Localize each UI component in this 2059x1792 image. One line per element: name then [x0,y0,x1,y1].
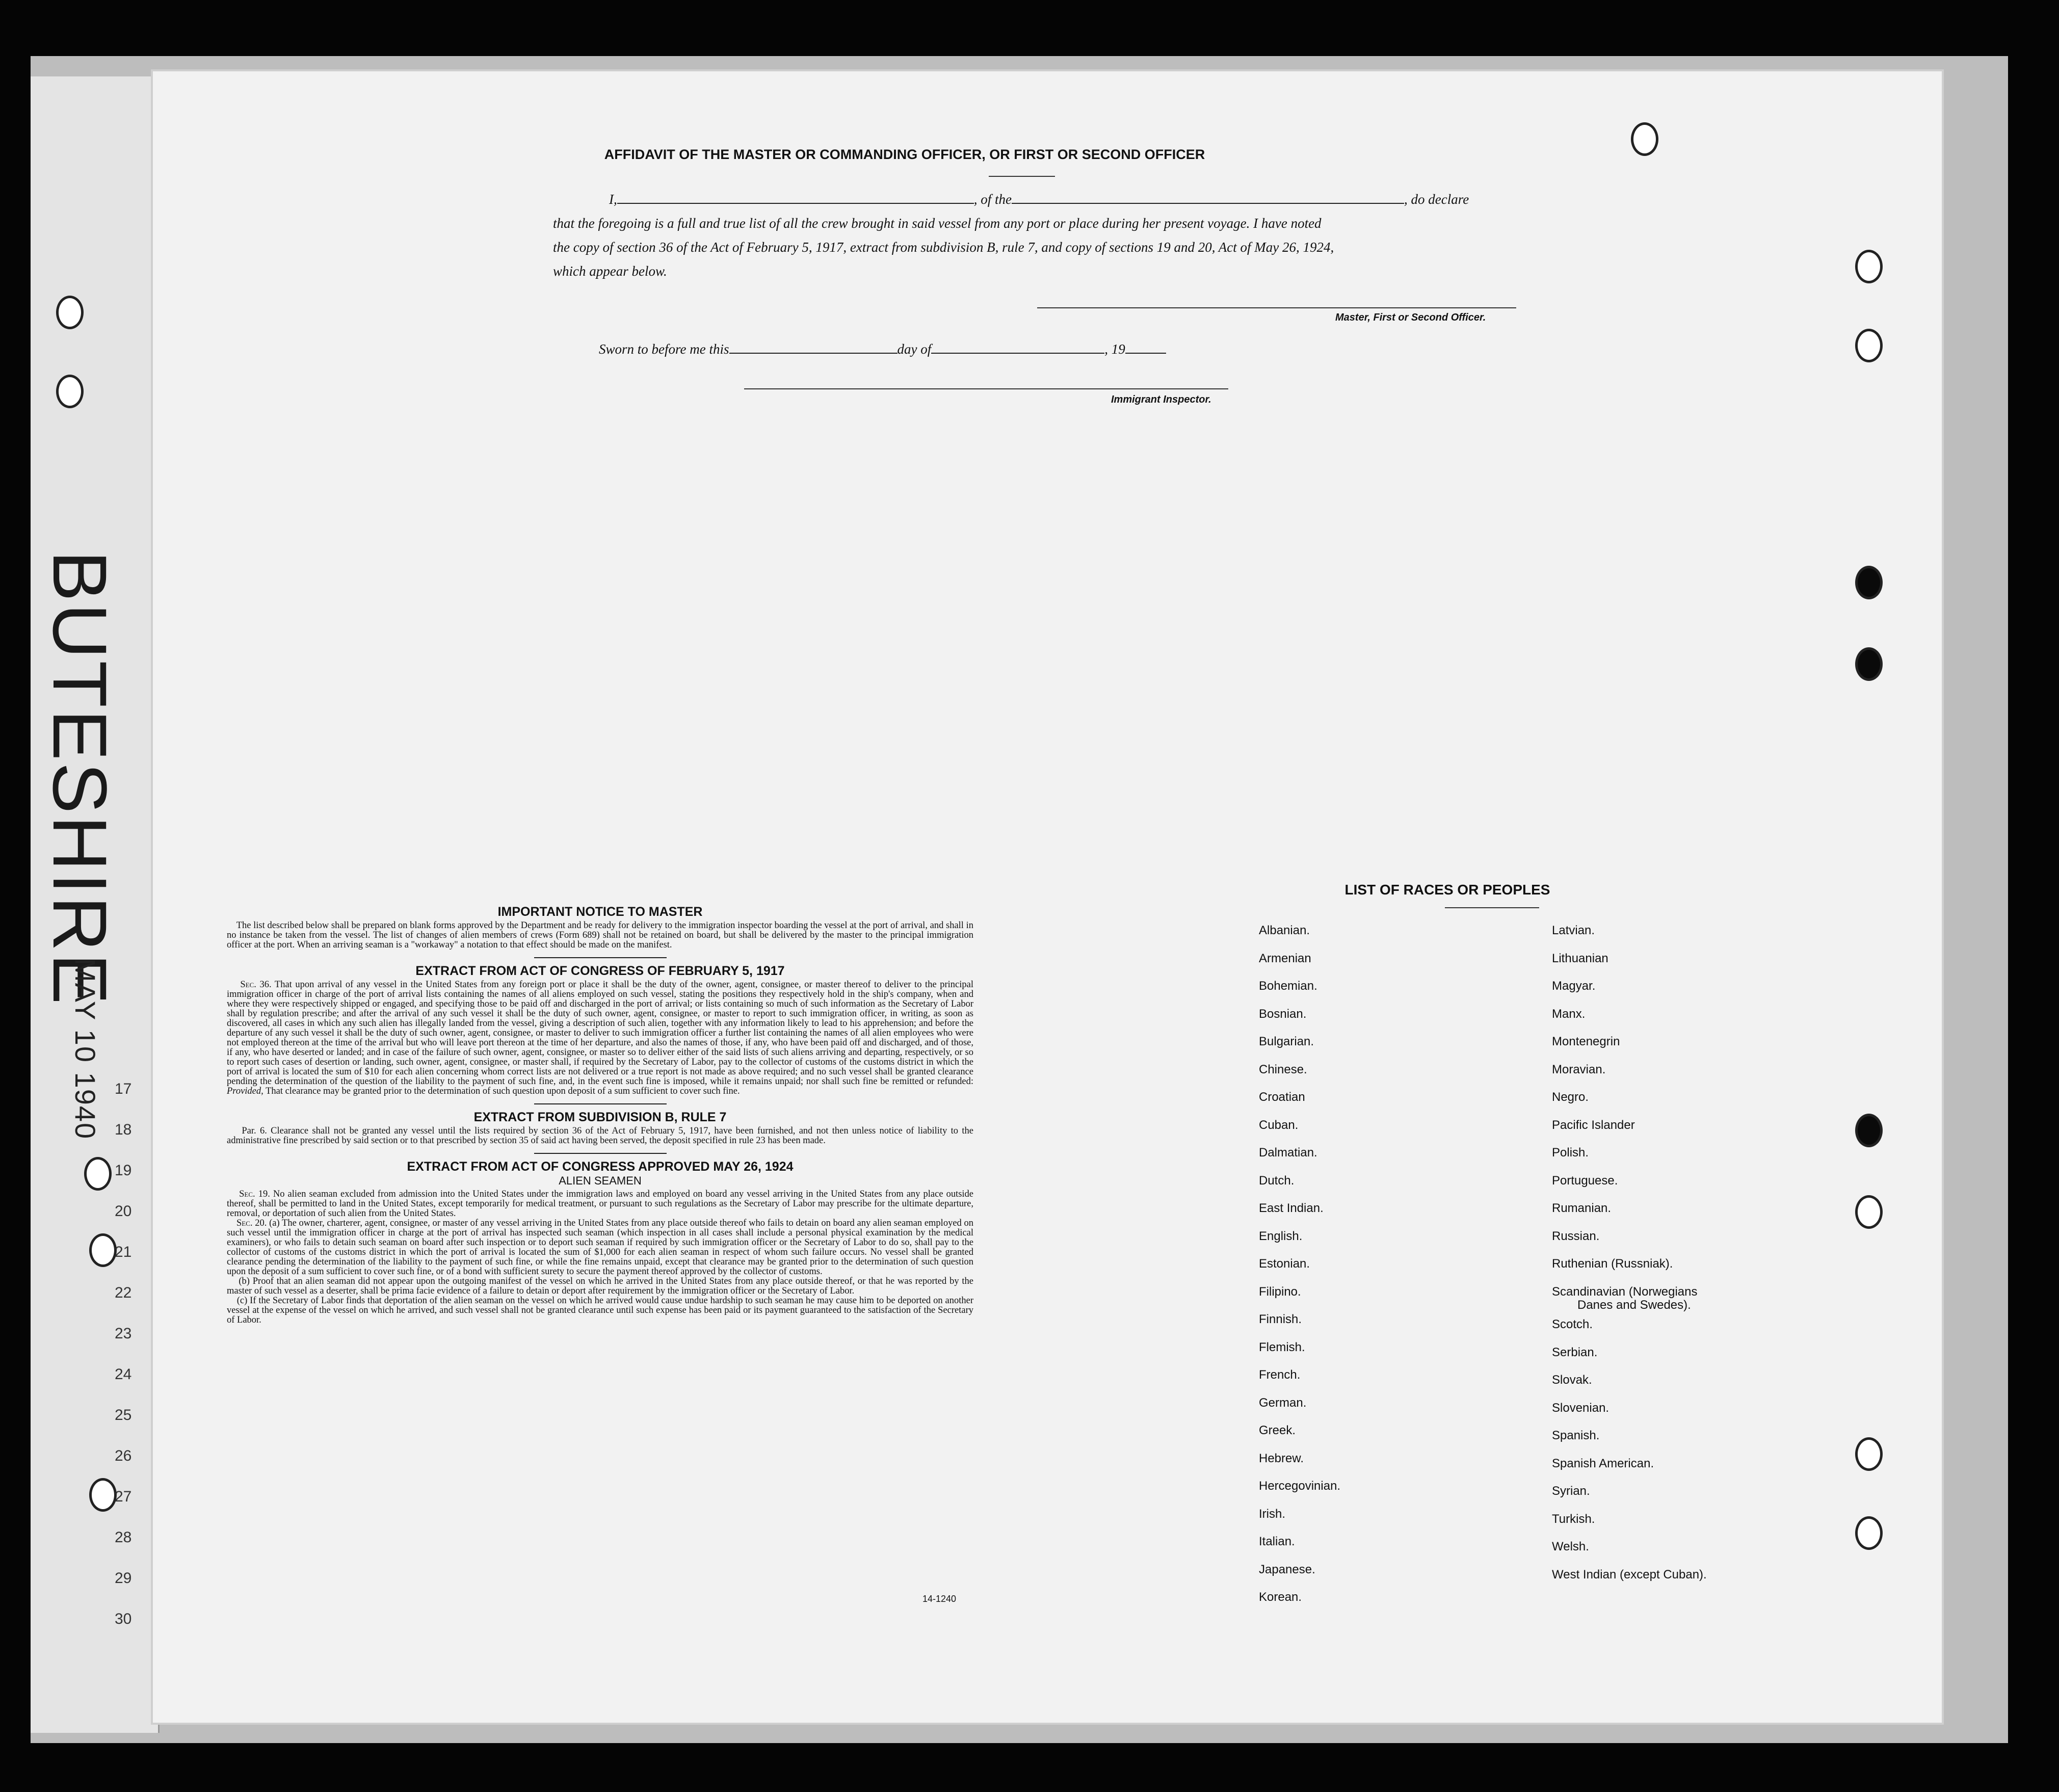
line-number: 17 [115,1081,132,1097]
race-item: Scotch. [1552,1317,1593,1331]
races-title-rule [1445,907,1539,908]
notice-body [227,921,973,950]
sec20c-text: (c) If the Secretary of Labor finds that deportation of the alien seaman on the vessel on which he arrived would cause undue hardship to such seaman he may cause him to be deported on another vessel at the expense of the vessel on which he arrived, and such vessel shall not be granted clearance until such expense has been paid or its payment guaranteed to the satisfaction of the Secretary of Labor. [227,1296,973,1325]
vessel-blank[interactable] [1012,192,1404,204]
do-declare-label: , do declare [1404,192,1469,207]
vessel-name-stamp: BUTESHIRE [37,550,123,1007]
binder-hole [1855,647,1883,681]
line-number: 28 [115,1529,132,1546]
date-stamp: MAY 10 1940 [69,958,101,1140]
legal-notices [227,907,973,1325]
race-item: Moravian. [1552,1062,1606,1076]
name-blank[interactable] [617,192,974,204]
race-item: Polish. [1552,1146,1589,1159]
race-item: Slovak. [1552,1373,1592,1387]
rule7-text: Par. 6. Clearance shall not be granted any vessel until the lists required by section 36 of the Act of February 5, 1917, have been furnished, and not then unless notice of liability to the administrative fine prescribed by said section or to that prescribed by section 35 of said act having been served, the deposit specified in rule 23 has been made. [227,1126,973,1146]
binder-hole [89,1233,117,1267]
race-item: Latvian. [1552,924,1595,937]
line-number: 18 [115,1121,132,1138]
of-the-label: , of the [973,192,1012,207]
affidavit-line-4: which appear below. [553,263,667,279]
divider [534,1153,667,1154]
binder-hole [1855,250,1883,283]
race-item: Portuguese. [1552,1173,1618,1188]
race-item: Welsh. [1552,1540,1589,1553]
sec36-text: That upon arrival of any vessel in the United States from any foreign port or place it shall be the duty of the owner, agent, consignee, or master thereof to deliver to the principal immigration officer in charge of the port of arrival lists containing the names of all aliens employed on such vessel, stating the positions they respectively hold in the ship's company, when and where they were respectively shipped or engaged, and specifying those to be paid off and discharged in the port of arrival; or lists containing so much of such information as the Secretary of Labor shall by regulation prescribe; and after the arrival of any such vessel it shall be the duty of such owner, agent, consignee, or master to report to such immigration officer, in writing, as soon as discovered, all cases in which any such alien has illegally landed from the vessel, giving a description of such alien, together with any information likely to lead to his apprehension; and before the departure of any such vessel it shall be the duty of such owner, agent, consignee, or master to deliver to such immigration officer a further list containing the names of all alien employees who were not employed thereon at the time of the arrival but who will leave port thereon at the time of her departure, and also the names of those, if any, who have been paid off and discharged, and of those, if any, who have deserted or landed; and in case of the failure of such owner, agent, consignee, or master so to deliver either of the said lists of such aliens arriving and departing, respectively, or so to report such cases of desertion or landing, such owner, agent, consignee, or master shall, if required by the Secretary of Labor, pay to the collector of customs of the customs district in which the port of arrival is located the sum of $10 for each alien concerning whom correct lists are not delivered or a true report is not made as above required; and no such vessel shall be granted clearance pending the determination of the question of the liability to the payment of such fine, and, in the event such fine is imposed, while it remains unpaid; nor shall such fine be remitted or refunded: [227,980,974,1087]
races-title: LIST OF RACES OR PEOPLES [1344,882,1550,898]
binder-hole [1631,122,1658,156]
affidavit-title: AFFIDAVIT OF THE MASTER OR COMMANDING OFFICER, OR FIRST OR SECOND OFFICER [604,147,1205,162]
extract-1924-title: EXTRACT FROM ACT OF CONGRESS APPROVED MAY 26, 1924 [407,1159,794,1174]
race-item: French. [1259,1368,1301,1382]
binder-hole [89,1478,117,1512]
sec20a-body [227,1219,973,1277]
line-number: 25 [115,1407,132,1424]
sec20a-text: (a) The owner, charterer, agent, consignee, or master of any vessel arriving in the United States from any place outside thereof who fails to detain on board any alien seaman employed on such vessel until the immigration officer in charge at the port of arrival has inspected such seaman (which inspection in all cases shall include a personal physical examination by the medical examiners), or who fails to detain such seaman on board after such inspection or to deport such seaman if required by such immigration officer or the Secretary of Labor to do so, shall pay to the collector of customs of the customs district in which the port of arrival is located the sum of $1,000 for each alien seaman in respect of whom such failure occurs. No vessel shall be granted clearance pending the determination of the liability to the payment of such fine, or while the fine remains unpaid, except that clearance may be granted prior to the determination of such question upon the deposit of a sum sufficient to cover such fine, or of a bond with sufficient surety to secure the payment thereof approved by the collector of customs. [227,1218,974,1277]
master-signature-label: Master, First or Second Officer. [1335,312,1486,323]
line-number: 20 [115,1203,132,1220]
notice-text: The list described below shall be prepared on blank forms approved by the Department and be ready for delivery to the immigration inspector boarding the vessel at the port of arrival, and shall in no instance be taken from the vessel. The list of changes of alien members of crews (Form 689) shall not be retained on board, but shall be delivered by the master to the principal immigration officer at the port. When an arriving seaman is a "workaway" a notation to that effect should be made on the manifest. [227,920,974,950]
race-item: Bohemian. [1259,979,1317,993]
affidavit-line-3: the copy of section 36 of the Act of February 5, 1917, extract from subdivision B, rule 7, and copy of sections 19 and 20, Act of May 26, 1924, [553,240,1334,255]
affidavit-line-2: that the foregoing is a full and true list of all the crew brought in said vessel from any port or place during her present voyage. I have noted [553,216,1322,231]
race-item: Rumanian. [1552,1201,1612,1215]
race-item: Montenegrin [1552,1035,1620,1048]
race-item: Ruthenian (Russniak). [1552,1257,1673,1271]
race-item: East Indian. [1259,1201,1324,1215]
extract-1917-body [227,980,973,1096]
race-item: Manx. [1552,1007,1586,1021]
extract-rule7-body [227,1126,973,1146]
binder-hole [1855,1437,1883,1471]
race-item: Pacific Islander [1552,1118,1635,1132]
race-item: Flemish. [1259,1340,1305,1354]
race-item: English. [1259,1229,1303,1243]
race-item: Albanian. [1259,924,1310,937]
sec19-body [227,1190,973,1219]
line-number: 30 [115,1611,132,1627]
race-item: German. [1259,1395,1307,1410]
race-item: Bulgarian. [1259,1035,1314,1048]
divider [534,957,667,958]
line-number: 26 [115,1447,132,1464]
sec36-text-end: That clearance may be granted prior to the determination of such question upon deposit of a sum sufficient to cover such fine. [266,1086,740,1096]
race-item: Dutch. [1259,1173,1295,1188]
race-item: Slovenian. [1552,1401,1609,1415]
extract-rule7-title: EXTRACT FROM SUBDIVISION B, RULE 7 [473,1110,727,1124]
sec19-text: No alien seaman excluded from admission into the United States under the immigration laws and employed on board any vessel arriving in the United States from any place outside thereof, shall be permitted to land in the United States, except temporarily for medical treatment, or pursuant to such regulations as the Secretary of Labor may prescribe for the ultimate departure, removal, or deportation of such alien from the United States. [227,1189,974,1219]
month-blank[interactable] [931,341,1104,354]
affidavit-declaration-line [609,188,1469,211]
race-item: Negro. [1552,1090,1589,1104]
inspector-signature-line[interactable] [744,388,1228,389]
sworn-label: Sworn to before me this [599,341,729,357]
line-number: 24 [115,1366,132,1383]
race-item: Danes and Swedes). [1577,1298,1691,1312]
title-rule [989,176,1055,177]
binder-hole [84,1157,112,1191]
binder-hole [1855,1195,1883,1229]
race-item: Cuban. [1259,1118,1299,1132]
line-number: 21 [115,1244,132,1260]
race-item: Magyar. [1552,979,1596,993]
line-number: 22 [115,1284,132,1301]
race-item: Spanish. [1552,1429,1600,1442]
race-item: Italian. [1259,1535,1295,1548]
binder-hole [1855,566,1883,599]
race-item: Irish. [1259,1507,1286,1521]
provided-label: Provided, [227,1086,263,1096]
line-number: 23 [115,1325,132,1342]
race-item: Spanish American. [1552,1456,1654,1470]
year-label: , 19 [1104,341,1125,357]
race-item: Greek. [1259,1424,1296,1437]
manifest-page [153,71,1942,1723]
binder-hole [56,296,84,329]
race-item: Finnish. [1259,1312,1302,1326]
line-number: 27 [115,1488,132,1505]
form-number: 14-1240 [922,1594,957,1604]
race-item: Croatian [1259,1090,1305,1104]
master-signature-line[interactable] [1037,307,1516,308]
race-item: West Indian (except Cuban). [1552,1567,1707,1582]
race-item: Lithuanian [1552,951,1608,965]
binder-hole [56,375,84,408]
race-item: Scandinavian (Norwegians [1552,1284,1698,1299]
line-number: 29 [115,1570,132,1587]
race-item: Filipino. [1259,1284,1301,1299]
race-item: Armenian [1259,951,1311,965]
sec20b-body [227,1277,973,1296]
race-item: Hebrew. [1259,1451,1304,1465]
extract-1917-title: EXTRACT FROM ACT OF CONGRESS OF FEBRUARY 5, 1917 [415,964,785,978]
sec36-label: Sec. 36. [240,980,272,990]
race-item: Dalmatian. [1259,1146,1317,1159]
race-item: Bosnian. [1259,1007,1307,1021]
race-item: Russian. [1552,1229,1600,1243]
sec20-label: Sec. 20. [236,1218,267,1228]
race-item: Syrian. [1552,1484,1590,1498]
race-item: Turkish. [1552,1512,1595,1526]
i-label: I, [609,192,617,207]
race-item: Serbian. [1552,1345,1598,1359]
sworn-line [599,337,1166,361]
sec20c-body [227,1296,973,1325]
sec19-label: Sec. 19. [239,1189,270,1199]
race-item: Japanese. [1259,1562,1315,1576]
alien-seamen-subtitle: ALIEN SEAMEN [559,1174,642,1187]
race-item: Korean. [1259,1590,1302,1604]
race-item: Chinese. [1259,1062,1307,1076]
race-item: Hercegovinian. [1259,1479,1341,1493]
binder-hole [1855,1114,1883,1147]
divider [534,1103,667,1104]
year-blank[interactable] [1125,341,1166,354]
day-of-label: day of [897,341,932,357]
line-number: 19 [115,1162,132,1179]
binder-hole [1855,329,1883,362]
race-item: Estonian. [1259,1257,1310,1271]
inspector-label: Immigrant Inspector. [1111,394,1211,405]
notice-title: IMPORTANT NOTICE TO MASTER [497,905,703,919]
binder-hole [1855,1516,1883,1550]
sec20b-text: (b) Proof that an alien seaman did not appear upon the outgoing manifest of the vessel on which he arrived in the United States from any place outside thereof, or that he was reported by the master of such vessel as a deserter, shall be prima facie evidence of a failure to detain or deport after requirement by the immigration officer or the Secretary of Labor. [227,1276,974,1296]
sworn-day-blank[interactable] [729,341,897,354]
